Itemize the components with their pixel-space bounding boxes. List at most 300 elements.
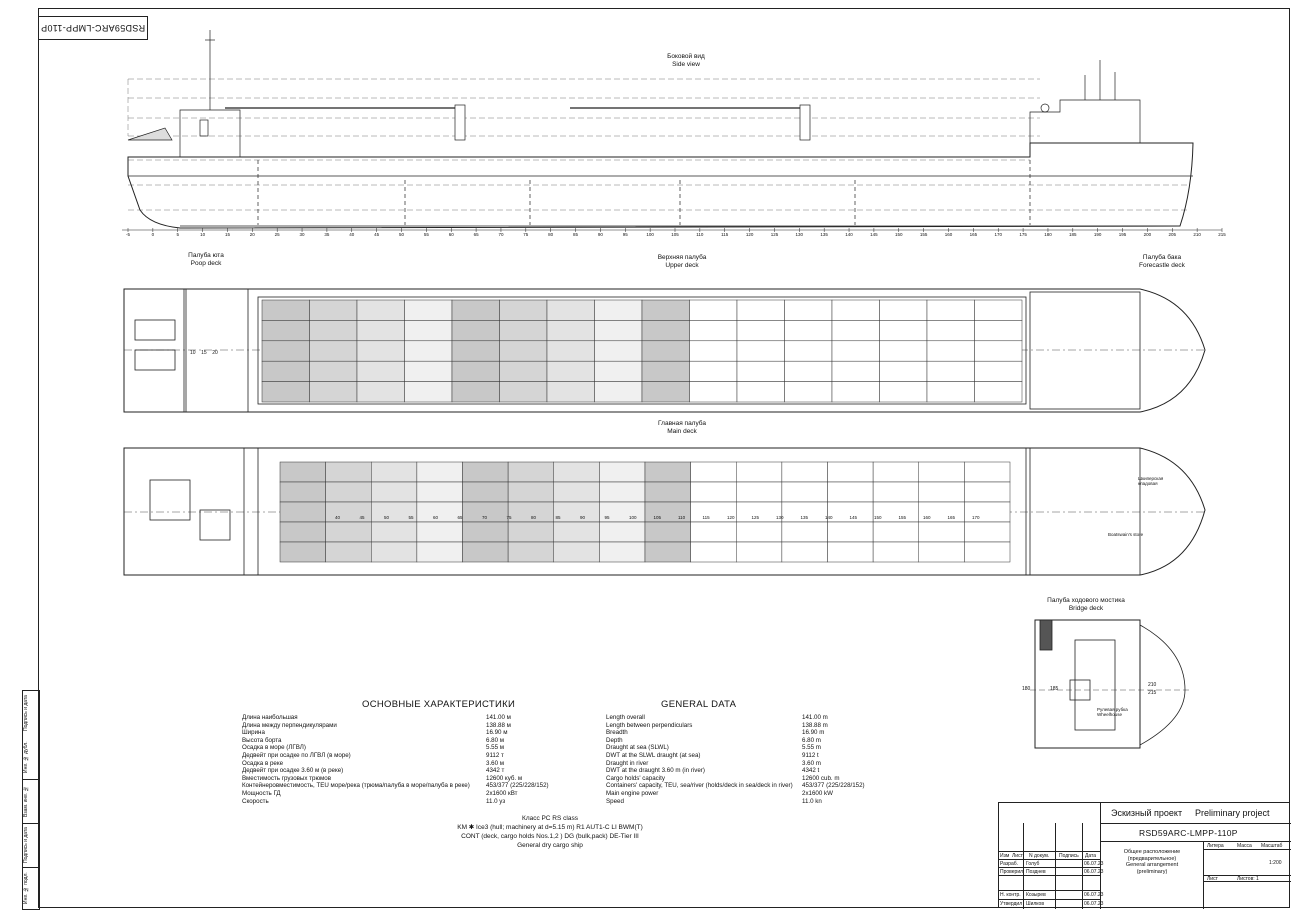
container-slot [417, 502, 463, 522]
container-slot [642, 361, 690, 381]
container-slot [975, 320, 1023, 340]
container-slot [595, 341, 643, 361]
main-deck-container-grid [280, 462, 1010, 562]
container-slot [645, 462, 691, 482]
frame-label: 185 [1069, 232, 1077, 237]
frame-label: 190 [1093, 232, 1102, 237]
container-slot [405, 341, 453, 361]
title-en: Upper deck [665, 262, 699, 269]
strip-cell: Инв. № дубл. [23, 735, 39, 780]
container-slot [873, 462, 919, 482]
container-slot [508, 482, 554, 502]
frame-label: 15 [224, 232, 230, 237]
header-doc-no: N докум. [1029, 853, 1050, 859]
frame-label: 90 [597, 232, 603, 237]
container-slot [599, 522, 645, 542]
container-slot [357, 300, 405, 320]
container-slot [880, 341, 928, 361]
frame-label: 160 [923, 515, 931, 520]
frame-label: 200 [1143, 232, 1152, 237]
class-notes [400, 814, 700, 850]
frame-label: 130 [795, 232, 804, 237]
data-value: 3.60 м [486, 759, 505, 767]
frame-label: 135 [820, 232, 828, 237]
container-slot [785, 320, 833, 340]
container-slot [737, 320, 785, 340]
frame-label: 110 [678, 515, 686, 520]
container-slot [927, 361, 975, 381]
frame-label: 110 [696, 232, 704, 237]
frame-label: 85 [573, 232, 579, 237]
frame-label: 80 [531, 515, 537, 520]
role-label: Н. контр. [1000, 892, 1021, 898]
data-label: Осадка в море (ЛГВЛ) [242, 744, 306, 752]
general-data-en-values [802, 714, 892, 805]
container-slot [452, 320, 500, 340]
frame-label: 55 [423, 232, 429, 237]
container-slot [417, 482, 463, 502]
container-slot [554, 542, 600, 562]
container-slot [832, 300, 880, 320]
container-slot [975, 361, 1023, 381]
role-label: Разраб. [1000, 861, 1019, 867]
frame-label: 95 [604, 515, 610, 520]
frame-label: 10 [200, 232, 206, 237]
frame-label: 10 [190, 350, 196, 356]
frame-label: 60 [433, 515, 439, 520]
data-label: Main engine power [606, 789, 659, 797]
frame-label: 215 [1218, 232, 1226, 237]
container-slot [690, 300, 738, 320]
container-slot [975, 341, 1023, 361]
container-slot [782, 482, 828, 502]
frame-label: 180 [1044, 232, 1052, 237]
container-slot [280, 502, 326, 522]
container-slot [310, 320, 358, 340]
doc-title-line: Общее расположение [1123, 849, 1181, 855]
container-slot [554, 462, 600, 482]
drawing-code: RSD59ARC-LMPP-110P [1139, 828, 1238, 838]
container-slot [782, 462, 828, 482]
data-label: Контейнеровместимость, TEU море/река (трюма/палуба в море/палуба в реке) [242, 782, 470, 790]
title-en: Main deck [667, 428, 697, 435]
bridge-frame-210: 210 [1148, 682, 1157, 688]
container-slot [919, 522, 965, 542]
container-slot [463, 462, 509, 482]
container-slot [262, 300, 310, 320]
title-en: Forecastle deck [1139, 262, 1185, 269]
data-label: DWT at the SLWL draught (at sea) [606, 751, 701, 759]
data-label: Breadth [606, 729, 628, 737]
container-slot [595, 300, 643, 320]
container-slot [645, 542, 691, 562]
container-slot [508, 542, 554, 562]
frame-label: 0 [151, 232, 155, 237]
strip-cell: Подпись и дата [23, 823, 39, 868]
container-slot [595, 361, 643, 381]
container-slot [310, 361, 358, 381]
data-label: Ширина [242, 729, 265, 737]
container-slot [417, 462, 463, 482]
container-slot [595, 382, 643, 402]
container-slot [280, 522, 326, 542]
bridge-deck-plan [1030, 620, 1190, 748]
frame-label: 115 [702, 515, 710, 520]
data-label: Length between perpendiculars [606, 721, 693, 729]
container-slot [371, 482, 417, 502]
frame-label: 120 [727, 515, 735, 520]
data-value: 5.55 m [802, 744, 821, 752]
frame-label: 105 [671, 232, 679, 237]
frame-label: 160 [944, 232, 953, 237]
frame-label: 90 [580, 515, 586, 520]
title-ru: Палуба юта [188, 252, 224, 259]
role-date: 06.07.23 [1084, 892, 1104, 898]
container-slot [832, 320, 880, 340]
general-data-ru-values [486, 714, 596, 805]
container-slot [357, 320, 405, 340]
data-label: Дедвейт при осадке по ЛГВЛ (в море) [242, 751, 351, 759]
container-slot [736, 462, 782, 482]
container-slot [964, 462, 1010, 482]
project-ru: Эскизный проект [1111, 808, 1183, 818]
container-slot [785, 300, 833, 320]
data-label: Вместимость грузовых трюмов [242, 774, 332, 782]
frame-label: 170 [994, 232, 1002, 237]
frame-label: 5 [176, 232, 179, 237]
container-slot [262, 341, 310, 361]
data-label: Cargo holds' capacity [606, 774, 665, 782]
upper-deck-container-grid [262, 300, 1022, 402]
container-slot [554, 482, 600, 502]
container-slot [642, 341, 690, 361]
role-date: 06.07.23 [1084, 869, 1104, 875]
strip-cell: Инв. № подл. [23, 867, 39, 910]
frame-label: 205 [1168, 232, 1177, 237]
container-slot [452, 300, 500, 320]
container-slot [880, 320, 928, 340]
container-slot [927, 320, 975, 340]
container-slot [508, 522, 554, 542]
container-slot [463, 542, 509, 562]
container-slot [463, 482, 509, 502]
container-slot [785, 341, 833, 361]
class-note: CONT (deck, cargo holds Nos.1,2 ) DG (bulk,pack) DE-Tier III [461, 833, 639, 840]
data-label: Length overall [606, 714, 645, 721]
sheets-count: Листов: 1 [1237, 876, 1259, 882]
container-slot [927, 300, 975, 320]
data-value: 453/377 (225/228/152) [802, 782, 865, 790]
frame-label: 195 [1118, 232, 1127, 237]
data-value: 2x1600 kW [802, 789, 833, 797]
frame-label: 155 [898, 515, 907, 520]
container-slot [405, 320, 453, 340]
container-slot [405, 382, 453, 402]
frame-label: 45 [359, 515, 365, 520]
container-slot [371, 522, 417, 542]
title-en: Side view [672, 61, 700, 68]
container-slot [737, 300, 785, 320]
container-slot [357, 361, 405, 381]
bridge-frame-215: 215 [1148, 690, 1157, 696]
data-value: 11.0 kn [802, 797, 822, 805]
container-slot [832, 382, 880, 402]
room-label-wheelhouse: Рулевая рубка Wheelhouse [1097, 707, 1128, 717]
room-label-bosun-store: Boatswain's store [1108, 532, 1144, 537]
container-slot [280, 462, 326, 482]
poop-frame-labels [190, 350, 250, 356]
container-slot [262, 382, 310, 402]
frame-label: 165 [947, 515, 956, 520]
litera-label: Литера [1207, 843, 1224, 849]
title-ru: Палуба ходового мостика [1047, 597, 1125, 604]
container-slot [326, 542, 372, 562]
title-block [998, 802, 1290, 908]
container-slot [828, 542, 874, 562]
container-slot [828, 462, 874, 482]
title-en: Poop deck [190, 260, 222, 267]
scale-label: Масштаб [1261, 843, 1283, 849]
container-slot [880, 300, 928, 320]
data-value: 12600 куб. м [486, 774, 523, 782]
frame-label: 75 [506, 515, 512, 520]
data-value: 5.55 м [486, 744, 505, 752]
container-slot [500, 341, 548, 361]
frame-label: 50 [384, 515, 390, 520]
frame-label: 40 [335, 515, 341, 520]
container-slot [736, 542, 782, 562]
container-slot [417, 522, 463, 542]
data-value: 3.60 m [802, 759, 821, 767]
container-slot [785, 361, 833, 381]
container-slot [642, 300, 690, 320]
header-sheet: Лист [1012, 853, 1023, 859]
container-slot [357, 341, 405, 361]
role-name: Козырев [1026, 892, 1046, 898]
container-slot [262, 320, 310, 340]
data-label: Высота борта [242, 736, 282, 744]
data-label: Скорость [242, 797, 269, 805]
container-slot [599, 462, 645, 482]
doc-title-line: (preliminary) [1136, 868, 1168, 875]
role-date: 06.07.23 [1084, 861, 1104, 867]
container-slot [452, 341, 500, 361]
container-slot [927, 382, 975, 402]
container-slot [873, 542, 919, 562]
mass-label: Масса [1237, 843, 1252, 849]
frame-label: 20 [212, 350, 218, 356]
container-slot [873, 522, 919, 542]
container-slot [326, 522, 372, 542]
frame-label: 55 [408, 515, 414, 520]
frame-label: 100 [629, 515, 637, 520]
container-slot [310, 382, 358, 402]
container-slot [642, 320, 690, 340]
frame-label: 30 [299, 232, 305, 237]
general-data-title-en: GENERAL DATA [661, 699, 737, 710]
class-note: Класс РС RS class [522, 815, 578, 822]
data-value: 453/377 (225/228/152) [486, 782, 549, 790]
general-data-title-ru: ОСНОВНЫЕ ХАРАКТЕРИСТИКИ [362, 699, 516, 710]
container-slot [262, 361, 310, 381]
container-slot [880, 361, 928, 381]
side-view [128, 30, 1193, 228]
frame-label: 75 [523, 232, 529, 237]
doc-title-line: (предварительное) [1127, 855, 1177, 862]
container-slot [452, 382, 500, 402]
container-slot [500, 320, 548, 340]
container-slot [782, 542, 828, 562]
general-data-en-labels [606, 714, 801, 805]
data-value: 138.88 m [802, 721, 828, 729]
container-slot [463, 522, 509, 542]
container-slot [975, 300, 1023, 320]
container-slot [832, 341, 880, 361]
container-slot [645, 482, 691, 502]
frame-label: 150 [874, 515, 882, 520]
container-slot [785, 382, 833, 402]
container-slot [599, 482, 645, 502]
role-date: 06.07.23 [1084, 901, 1104, 907]
container-slot [326, 482, 372, 502]
class-note: General dry cargo ship [517, 842, 583, 849]
container-slot [310, 300, 358, 320]
frame-label: 70 [482, 515, 488, 520]
container-slot [595, 320, 643, 340]
frame-label: 170 [972, 515, 980, 520]
container-slot [371, 542, 417, 562]
frame-label: 120 [745, 232, 754, 237]
container-slot [737, 382, 785, 402]
frame-label: 20 [249, 232, 255, 237]
container-slot [828, 482, 874, 502]
frame-label: 115 [721, 232, 729, 237]
project-en: Preliminary project [1195, 808, 1270, 818]
document-title [1103, 849, 1201, 875]
container-slot [645, 522, 691, 542]
data-value: 9112 t [802, 751, 819, 759]
container-slot [547, 382, 595, 402]
frame-label: 35 [324, 232, 330, 237]
frame-label: 145 [849, 515, 858, 520]
frame-label: 140 [825, 515, 833, 520]
frame-label: 65 [473, 232, 479, 237]
container-slot [547, 341, 595, 361]
title-ru: Главная палуба [658, 420, 706, 427]
role-name: Голуб [1026, 861, 1040, 867]
title-en: Bridge deck [1068, 605, 1104, 612]
container-slot [326, 462, 372, 482]
data-label: Осадка в реке [242, 759, 284, 767]
frame-label: 80 [548, 232, 554, 237]
frame-label: 25 [274, 232, 280, 237]
data-value: 16.90 м [486, 729, 508, 737]
title-ru: Верхняя палуба [657, 254, 707, 261]
data-value: 4342 t [802, 767, 820, 775]
corner-code-stamp: RSD59ARC-LMPP-110P [38, 16, 148, 40]
container-slot [736, 482, 782, 502]
container-slot [690, 382, 738, 402]
container-slot [280, 542, 326, 562]
data-value: 9112 т [486, 751, 504, 759]
data-label: Draught at sea (SLWL) [606, 744, 669, 752]
data-label: Draught in river [606, 759, 649, 767]
container-slot [737, 361, 785, 381]
frame-label: 45 [374, 232, 380, 237]
container-slot [547, 300, 595, 320]
container-slot [547, 320, 595, 340]
bridge-frame-180: 180 [1022, 686, 1031, 692]
role-label: Утвердил [1000, 901, 1023, 907]
frame-label: 95 [622, 232, 628, 237]
header-change: Изм [1000, 853, 1010, 859]
role-name: Позднев [1026, 869, 1046, 875]
container-slot [310, 341, 358, 361]
header-sign: Подпись [1059, 853, 1079, 859]
container-slot [782, 522, 828, 542]
container-slot [964, 542, 1010, 562]
container-slot [405, 300, 453, 320]
data-label: DWT at the draught 3.60 m (in river) [606, 767, 705, 775]
data-value: 4342 т [486, 767, 505, 775]
frame-label: 155 [919, 232, 928, 237]
frame-label: 15 [201, 350, 207, 356]
container-slot [691, 482, 737, 502]
frame-label: 150 [895, 232, 903, 237]
container-slot [690, 341, 738, 361]
container-slot [417, 542, 463, 562]
container-slot [405, 361, 453, 381]
doc-title-line: General arrangement [1125, 862, 1179, 869]
container-slot [599, 542, 645, 562]
header-date: Дата [1085, 853, 1097, 859]
frame-label: 70 [498, 232, 504, 237]
data-value: 141.00 m [802, 714, 828, 721]
data-value: 11.0 уз [486, 797, 506, 805]
scale-value: 1:200 [1269, 860, 1282, 866]
frame-label: 165 [969, 232, 978, 237]
container-slot [371, 462, 417, 482]
container-slot [357, 382, 405, 402]
title-ru: Боковой вид [667, 53, 705, 60]
container-slot [691, 522, 737, 542]
frame-label: 85 [555, 515, 561, 520]
frame-label: 210 [1193, 232, 1201, 237]
frame-label: 175 [1019, 232, 1027, 237]
container-slot [828, 522, 874, 542]
frame-label: 60 [448, 232, 454, 237]
container-slot [554, 522, 600, 542]
container-slot [508, 462, 554, 482]
general-data-ru-labels [242, 714, 482, 805]
sheet-label: Лист [1207, 876, 1218, 882]
container-slot [919, 482, 965, 502]
container-slot [964, 482, 1010, 502]
container-slot [280, 482, 326, 502]
data-value: 6.80 м [486, 736, 505, 744]
container-slot [873, 482, 919, 502]
container-slot [919, 542, 965, 562]
container-slot [927, 341, 975, 361]
container-slot [880, 382, 928, 402]
data-label: Длина наибольшая [242, 714, 298, 721]
role-label: Проверил [1000, 869, 1024, 875]
room-label-workshop: Шкиперская кладовая [1138, 476, 1164, 486]
container-slot [691, 462, 737, 482]
frame-label: 125 [770, 232, 779, 237]
frame-label: 135 [800, 515, 809, 520]
frame-label: 140 [845, 232, 853, 237]
